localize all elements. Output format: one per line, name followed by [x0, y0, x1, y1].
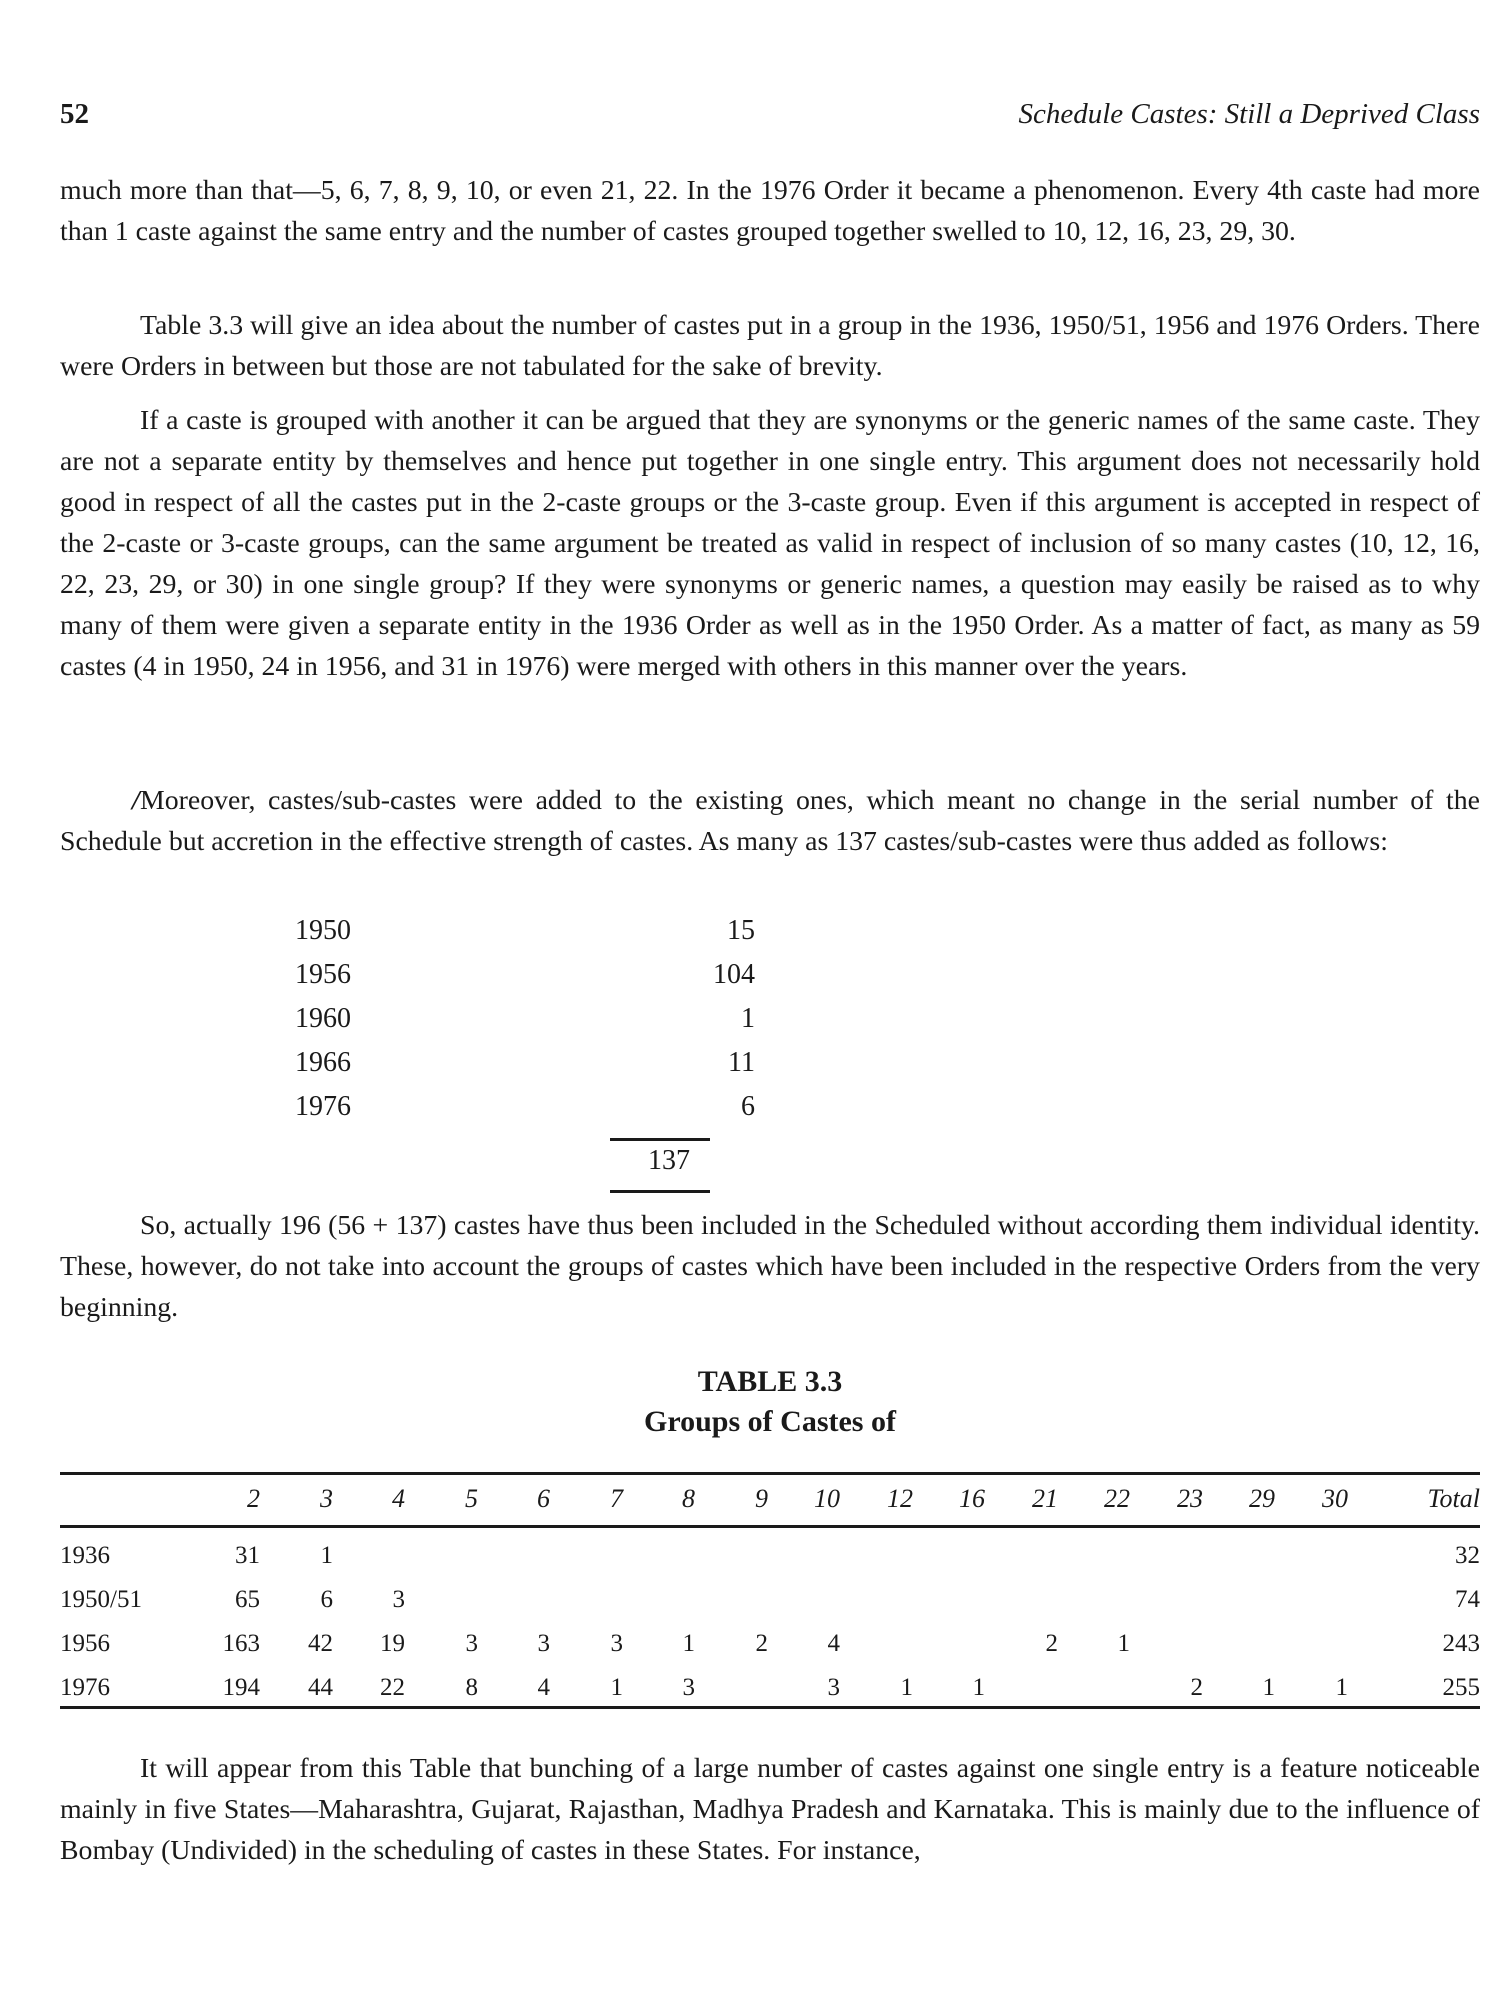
table-cell: 1: [1117, 1630, 1130, 1657]
table-cell: 1: [972, 1674, 985, 1701]
table-rule-bottom: [60, 1706, 1480, 1709]
table-header-cell: 9: [755, 1484, 768, 1513]
table-header-cell: 30: [1322, 1484, 1348, 1513]
paragraph-4: /Moreover, castes/sub-castes were added to the existing ones, which meant no change in the serial number of the Schedule but accretion in the effective strength of castes. As many as 137 castes/sub-castes were thus added as follows:: [60, 785, 1480, 857]
table-cell: 32: [1455, 1542, 1480, 1569]
addition-year: 1960: [295, 1003, 351, 1034]
list-item: [295, 1003, 775, 1047]
paragraph-2: Table 3.3 will give an idea about the number of castes put in a group in the 1936, 1950/51, 1956 and 1976 Orders. There were Orders in between but those are not tabulated for the sake of brevity.: [60, 310, 1480, 382]
table-cell: 2: [1190, 1674, 1203, 1701]
table-cell: 3: [610, 1630, 623, 1657]
paragraph-3: If a caste is grouped with another it can be argued that they are synonyms or the generic names of the same caste. They are not a separate entity by themselves and hence put together in one single entry. This argument does not necessarily hold good in respect of all the castes put in the 2-caste groups or the 3-caste group. Even if this argument is accepted in respect of the 2-caste or 3-caste groups, can the same argument be treated as valid in respect of inclusion of so many castes (10, 12, 16, 22, 23, 29, or 30) in one single group? If they were synonyms or generic names, a question may easily be raised as to why many of them were given a separate entity in the 1936 Order as well as in the 1950 Order. As a matter of fact, as many as 59 castes (4 in 1950, 24 in 1956, and 31 in 1976) were merged with others in this manner over the years.: [60, 405, 1480, 682]
table-header-cell: 7: [610, 1484, 623, 1513]
table-row-label: 1976: [60, 1674, 110, 1701]
table-cell: 65: [235, 1586, 260, 1613]
paragraph-4-text: Moreover, castes/sub-castes were added to the existing ones, which meant no change in the serial number of the Schedule but accretion in the effective strength of castes. As many as 137 castes/sub-castes were thus added as follows:: [60, 785, 1480, 857]
addition-year: 1950: [295, 915, 351, 946]
table-cell: 4: [827, 1630, 840, 1657]
addition-year: 1956: [295, 959, 351, 990]
addition-count: 11: [728, 1047, 755, 1078]
table-cell: 3: [827, 1674, 840, 1701]
table-header-cell: 8: [682, 1484, 695, 1513]
table-cell: 1: [610, 1674, 623, 1701]
table-row-label: 1936: [60, 1542, 110, 1569]
table-rule-header: [60, 1525, 1480, 1528]
table-header-cell: 3: [320, 1484, 333, 1513]
table-header-cell: 12: [887, 1484, 913, 1513]
book-page: [60, 0, 1480, 2000]
paragraph-5: So, actually 196 (56 + 137) castes have thus been included in the Scheduled without according them individual identity. These, however, do not take into account the groups of castes which have been included in the respective Orders from the very beginning.: [60, 1210, 1480, 1323]
paragraph-6: It will appear from this Table that bunching of a large number of castes against one single entry is a feature noticeable mainly in five States—Maharashtra, Gujarat, Rajasthan, Madhya Pradesh and Karnataka. This is mainly due to the influence of Bombay (Undivided) in the scheduling of castes in these States. For instance,: [60, 1753, 1480, 1866]
addition-year: 1976: [295, 1091, 351, 1122]
list-item: [295, 915, 775, 959]
table-cell: 243: [1442, 1630, 1480, 1657]
table-header-cell: 10: [814, 1484, 840, 1513]
additions-list: [295, 915, 775, 1135]
addition-year: 1966: [295, 1047, 351, 1078]
table-cell: 1: [682, 1630, 695, 1657]
table-header-cell: 22: [1104, 1484, 1130, 1513]
table-cell: 22: [380, 1674, 405, 1701]
table-cell: 1: [320, 1542, 333, 1569]
addition-count: 6: [741, 1091, 755, 1122]
table-row-label: 1950/51: [60, 1586, 142, 1613]
table-cell: 74: [1455, 1586, 1480, 1613]
table-cell: 3: [537, 1630, 550, 1657]
table-label: TABLE 3.3: [697, 1365, 843, 1398]
paragraph-1: much more than that—5, 6, 7, 8, 9, 10, or even 21, 22. In the 1976 Order it became a phenomenon. Every 4th caste had more than 1 caste against the same entry and the number of castes grouped together swelled to 10, 12, 16, 23, 29, 30.: [60, 175, 1480, 247]
table-header-cell: 2: [247, 1484, 260, 1513]
table-header-cell: 29: [1249, 1484, 1275, 1513]
table-header-cell: 21: [1032, 1484, 1058, 1513]
table-cell: 3: [392, 1586, 405, 1613]
table-cell: 8: [465, 1674, 478, 1701]
table-row-label: 1956: [60, 1630, 110, 1657]
table-cell: 2: [755, 1630, 768, 1657]
table-header-cell: Total: [1427, 1484, 1480, 1513]
table-title: Groups of Castes of: [644, 1405, 896, 1438]
table-cell: 1: [1262, 1674, 1275, 1701]
addition-count: 15: [727, 915, 755, 946]
table-cell: 255: [1442, 1674, 1480, 1701]
table-cell: 163: [222, 1630, 260, 1657]
table-cell: 2: [1045, 1630, 1058, 1657]
table-header-cell: 5: [465, 1484, 478, 1513]
table-cell: 44: [308, 1674, 333, 1701]
table-rule-top: [60, 1472, 1480, 1475]
table-header-cell: 4: [392, 1484, 405, 1513]
running-title: Schedule Castes: Still a Deprived Class: [1018, 98, 1480, 130]
list-item: [295, 1047, 775, 1091]
addition-count: 104: [713, 959, 755, 990]
table-caption: [60, 1362, 1480, 1442]
addition-count: 1: [741, 1003, 755, 1034]
table-cell: 3: [682, 1674, 695, 1701]
additions-total: 137: [610, 1138, 710, 1193]
table-cell: 194: [222, 1674, 260, 1701]
table-header-cell: 6: [537, 1484, 550, 1513]
table-cell: 42: [308, 1630, 333, 1657]
castes-groups-table: [60, 1472, 1480, 1712]
page-header: [60, 98, 1480, 138]
list-item: [295, 1091, 775, 1135]
table-header-cell: 16: [959, 1484, 985, 1513]
table-cell: 1: [1335, 1674, 1348, 1701]
table-cell: 19: [380, 1630, 405, 1657]
table-cell: 3: [465, 1630, 478, 1657]
page-number: 52: [60, 98, 89, 130]
table-header-cell: 23: [1177, 1484, 1203, 1513]
table-cell: 4: [537, 1674, 550, 1701]
table-cell: 6: [320, 1586, 333, 1613]
table-cell: 31: [235, 1542, 260, 1569]
table-cell: 1: [900, 1674, 913, 1701]
list-item: [295, 959, 775, 1003]
